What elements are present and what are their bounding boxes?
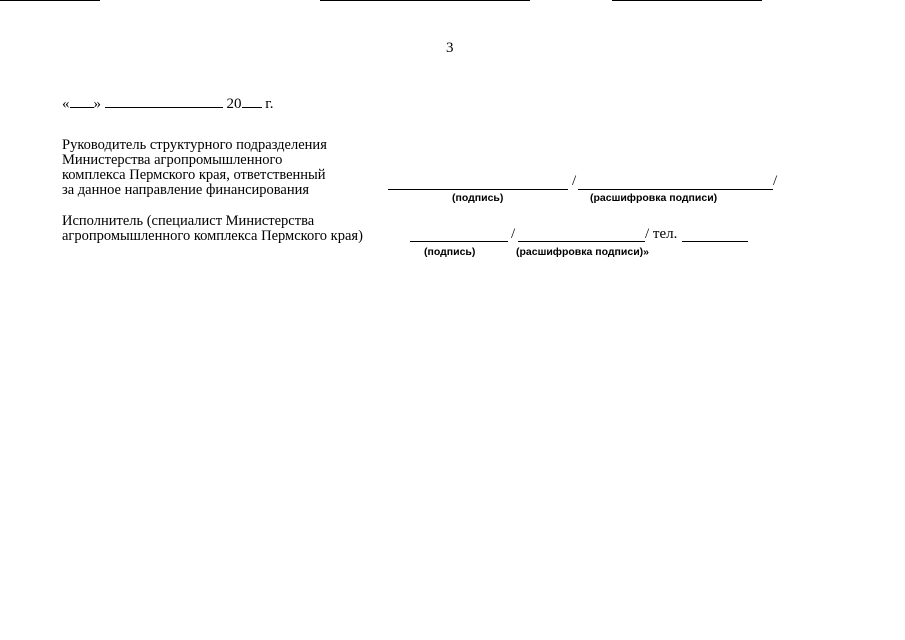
scan-edge-line [612, 0, 762, 1]
head-title-line: Министерства агропромышленного [62, 152, 283, 168]
page-number: 3 [446, 40, 454, 56]
executor-decoding-field[interactable] [518, 241, 645, 242]
head-signature-field[interactable] [388, 189, 568, 190]
executor-slash: / [511, 226, 516, 242]
head-title-line: за данное направление финансирования [62, 182, 310, 198]
month-blank [105, 94, 223, 108]
open-quote: « [62, 96, 70, 112]
executor-tel-label: / тел. [645, 226, 678, 242]
close-quote: » [93, 96, 101, 112]
executor-caption-decoding: (расшифровка подписи)» [516, 246, 649, 258]
executor-phone-field[interactable] [682, 241, 748, 242]
head-caption-signature: (подпись) [452, 192, 504, 204]
head-title-line: комплекса Пермского края, ответственный [62, 167, 326, 183]
executor-title [62, 214, 363, 244]
head-title [62, 138, 327, 198]
executor-title-line: Исполнитель (специалист Министерства [62, 213, 315, 229]
executor-caption-signature: (подпись) [424, 246, 476, 258]
year-blank [242, 94, 262, 108]
head-slash: / [572, 173, 577, 189]
scan-edge-line [0, 0, 100, 1]
executor-signature-field[interactable] [410, 241, 508, 242]
executor-title-line: агропромышленного комплекса Пермского края) [62, 228, 363, 244]
head-caption-decoding: (расшифровка подписи) [590, 192, 718, 204]
day-blank [70, 94, 94, 108]
date-line [62, 94, 273, 113]
year-suffix: г. [265, 96, 274, 112]
head-decoding-field[interactable] [578, 189, 773, 190]
scan-edge-line [320, 0, 530, 1]
year-prefix: 20 [226, 96, 242, 112]
head-slash-end: / [773, 173, 778, 189]
head-title-line: Руководитель структурного подразделения [62, 137, 327, 153]
